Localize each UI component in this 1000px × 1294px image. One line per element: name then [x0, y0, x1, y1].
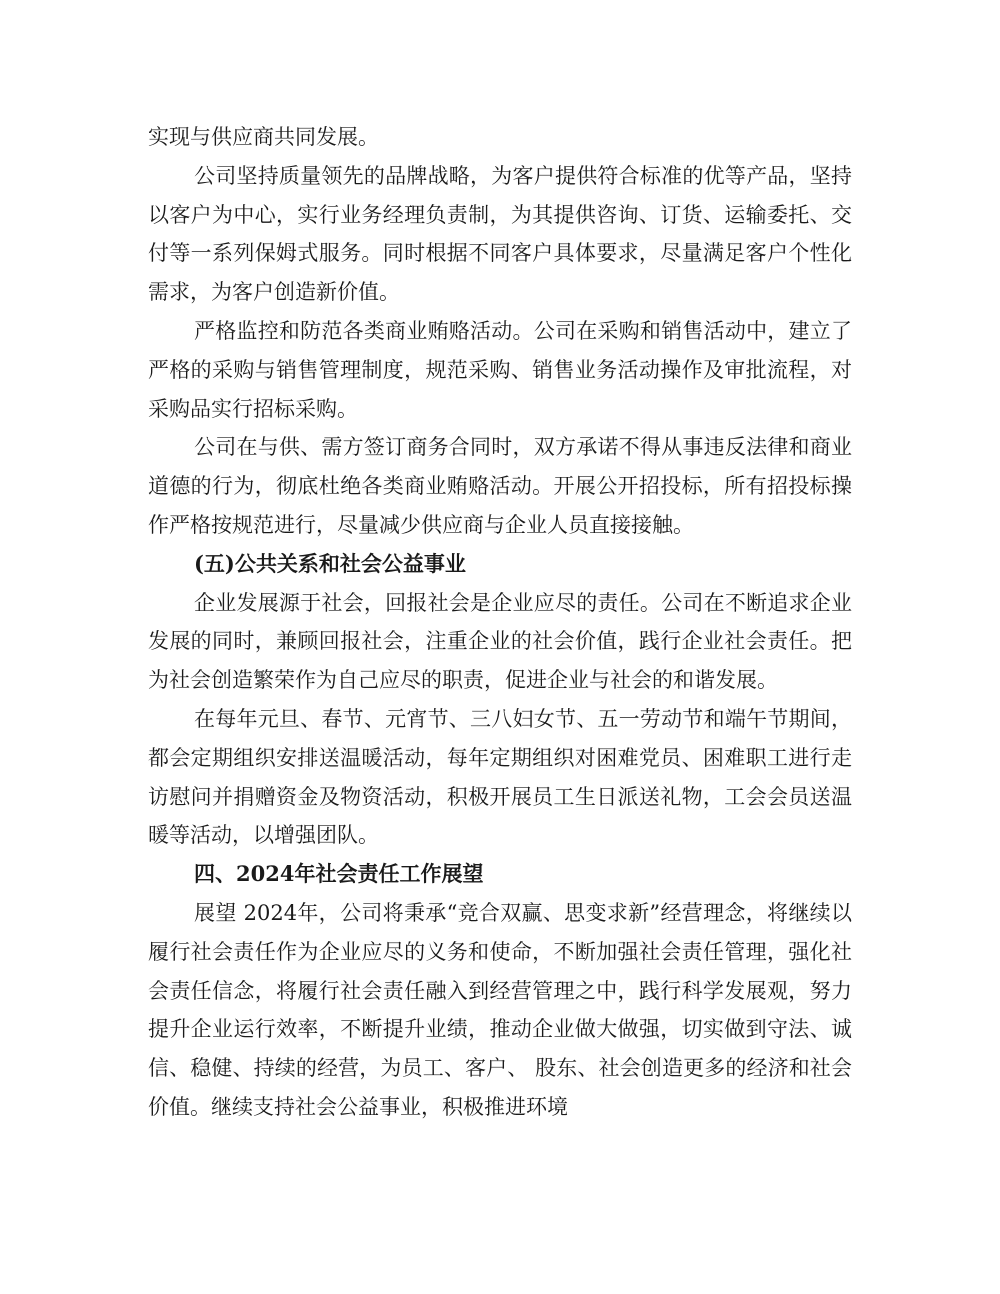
paragraph-continuation: 实现与供应商共同发展。 [148, 125, 379, 149]
section-heading-outlook: 四、2024年社会责任工作展望 [194, 861, 484, 887]
paragraph-social-responsibility: 企业发展源于社会，回报社会是企业应尽的责任。公司在不断追求企业发展的同时，兼顾回报社会，注重企业的社会价值，践行企业社会责任。把为社会创造繁荣作为自己应尽的职责，促进企业与社会的和谐发展。 [148, 590, 852, 693]
paragraph-quality-strategy: 公司坚持质量领先的品牌战略，为客户提供符合标准的优等产品，坚持以客户为中心，实行业务经理负责制，为其提供咨询、订货、运输委托、交付等一系列保姆式服务。同时根据不同客户具体要求，尽量满足客户个性化需求，为客户创造新价值。 [148, 163, 852, 305]
paragraph-contract-commitment: 公司在与供、需方签订商务合同时，双方承诺不得从事违反法律和商业道德的行为，彻底杜绝各类商业贿赂活动。开展公开招投标，所有招投标操作严格按规范进行，尽量减少供应商与企业人员直接接触。 [148, 435, 852, 537]
section-heading-public-relations: (五)公共关系和社会公益事业 [194, 550, 466, 576]
paragraph-holiday-activities: 在每年元旦、春节、元宵节、三八妇女节、五一劳动节和端午节期间，都会定期组织安排送温暖活动，每年定期组织对困难党员、困难职工进行走访慰问并捐赠资金及物资活动，积极开展员工生日派送礼物，工会会员送温暖等活动，以增强团队。 [148, 706, 852, 848]
document-body [148, 118, 852, 1127]
paragraph-outlook: 展望 2024年，公司将秉承“竞合双赢、思变求新”经营理念，将继续以履行社会责任作为企业应尽的义务和使命，不断加强社会责任管理，强化社会责任信念，将履行社会责任融入到经营管理之中，践行科学发展观，努力提升企业运行效率，不断提升业绩，推动企业做大做强，切实做到守法、诚信、稳健、持续的经营，为员工、客户、 股东、社会创造更多的经济和社会价值。继续支持社会公益事业，积极推进环境 [148, 900, 852, 1119]
paragraph-anti-bribery: 严格监控和防范各类商业贿赂活动。公司在采购和销售活动中，建立了严格的采购与销售管理制度，规范采购、销售业务活动操作及审批流程，对采购品实行招标采购。 [148, 318, 852, 421]
